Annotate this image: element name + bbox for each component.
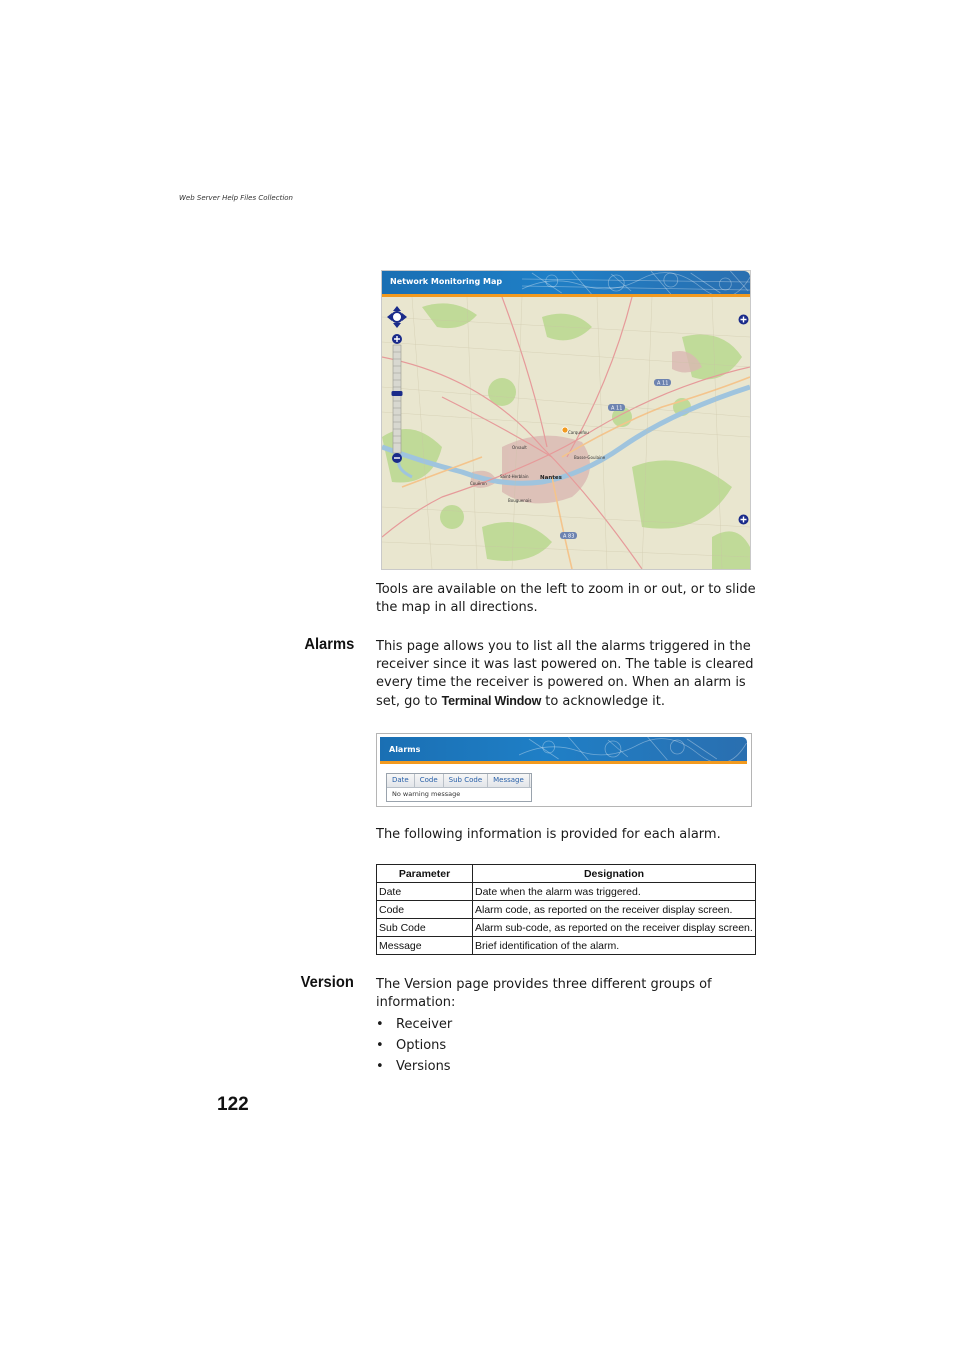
- place-label-orvault: Orvault: [512, 445, 527, 450]
- road-label-a83: A 83: [563, 533, 575, 540]
- alarm-parameter-table: [376, 864, 756, 955]
- zoom-slider[interactable]: [391, 334, 403, 464]
- designation-cell: Alarm sub-code, as reported on the receiver display screen.: [473, 919, 756, 937]
- header-parameter: Parameter: [377, 865, 473, 883]
- pan-control-icon[interactable]: [387, 306, 407, 328]
- zoom-handle: [392, 391, 403, 396]
- alarms-paragraph-text: This page allows you to list all the alarms triggered in the receiver since it was last powered on. The table is cleared every time the receiver is powered on. When an alarm is set, go to: [376, 639, 754, 709]
- alarms-screenshot: [376, 733, 752, 807]
- table-header-row: [377, 865, 756, 883]
- alarms-mini-table-header: [387, 774, 531, 788]
- table-row: [377, 937, 756, 955]
- alarms-titlebar: [380, 737, 747, 764]
- parameter-cell: Date: [377, 883, 473, 901]
- map-canvas[interactable]: [382, 297, 750, 569]
- table-row: [377, 901, 756, 919]
- road-label-a11-lower: A 11: [611, 405, 623, 412]
- list-item-label: Options: [396, 1038, 447, 1053]
- titlebar-map-pattern: [522, 271, 750, 294]
- alarm-info-paragraph: The following information is provided for each alarm.: [376, 827, 721, 842]
- column-header-message[interactable]: Message: [488, 774, 530, 787]
- alarms-title: Alarms: [389, 745, 421, 754]
- list-item: [376, 1014, 452, 1035]
- running-header: Web Server Help Files Collection: [179, 194, 293, 202]
- list-item: [376, 1035, 452, 1056]
- list-item-label: Versions: [396, 1059, 451, 1074]
- road-label-a11-upper: A 11: [657, 380, 669, 387]
- list-item: [376, 1056, 452, 1077]
- network-monitoring-map-screenshot: [381, 270, 751, 570]
- page-number: 122: [217, 1094, 249, 1115]
- header-designation: Designation: [473, 865, 756, 883]
- terminal-window-term: Terminal Window: [441, 694, 542, 708]
- map-tiles: [382, 297, 750, 569]
- version-paragraph: The Version page provides three different groups of information:: [376, 977, 712, 1010]
- expand-layers-plus-icon[interactable]: [738, 314, 749, 325]
- table-row: [377, 919, 756, 937]
- parameter-cell: Sub Code: [377, 919, 473, 937]
- parameter-cell: Message: [377, 937, 473, 955]
- designation-cell: Alarm code, as reported on the receiver display screen.: [473, 901, 756, 919]
- bullet-glyph: •: [376, 1038, 384, 1053]
- place-label-carquefou: Carquefou: [568, 430, 589, 435]
- place-label-bouguenais: Bouguenais: [508, 498, 532, 503]
- empty-row-message: No warning message: [392, 790, 461, 798]
- column-header-sub-code[interactable]: Sub Code: [444, 774, 488, 787]
- version-heading: Version: [300, 974, 354, 991]
- alarms-mini-table: [386, 773, 532, 802]
- place-label-nantes: Nantes: [540, 475, 562, 481]
- receiver-marker[interactable]: [562, 427, 568, 433]
- expand-overview-plus-icon[interactable]: [738, 514, 749, 525]
- parameter-cell: Code: [377, 901, 473, 919]
- list-item-label: Receiver: [396, 1017, 453, 1032]
- alarms-heading: Alarms: [304, 636, 354, 653]
- column-header-date[interactable]: Date: [387, 774, 415, 787]
- alarms-paragraph: [376, 638, 758, 711]
- place-label-saint-herblain: Saint-Herblain: [500, 474, 529, 479]
- map-titlebar: [382, 271, 750, 297]
- alarms-paragraph-end: to acknowledge it.: [541, 694, 665, 709]
- titlebar-map-pattern: [519, 737, 747, 761]
- table-row: [377, 883, 756, 901]
- bullet-glyph: •: [376, 1017, 384, 1032]
- designation-cell: Brief identification of the alarm.: [473, 937, 756, 955]
- map-title: Network Monitoring Map: [390, 277, 503, 286]
- column-header-code[interactable]: Code: [415, 774, 444, 787]
- place-label-basse-goulaine: Basse-Goulaine: [574, 455, 606, 460]
- designation-cell: Date when the alarm was triggered.: [473, 883, 756, 901]
- place-label-coueron: Couëron: [470, 481, 487, 486]
- tools-paragraph: Tools are available on the left to zoom in or out, or to slide the map in all directions.: [376, 582, 756, 615]
- version-groups-list: [376, 1014, 452, 1077]
- bullet-glyph: •: [376, 1059, 384, 1074]
